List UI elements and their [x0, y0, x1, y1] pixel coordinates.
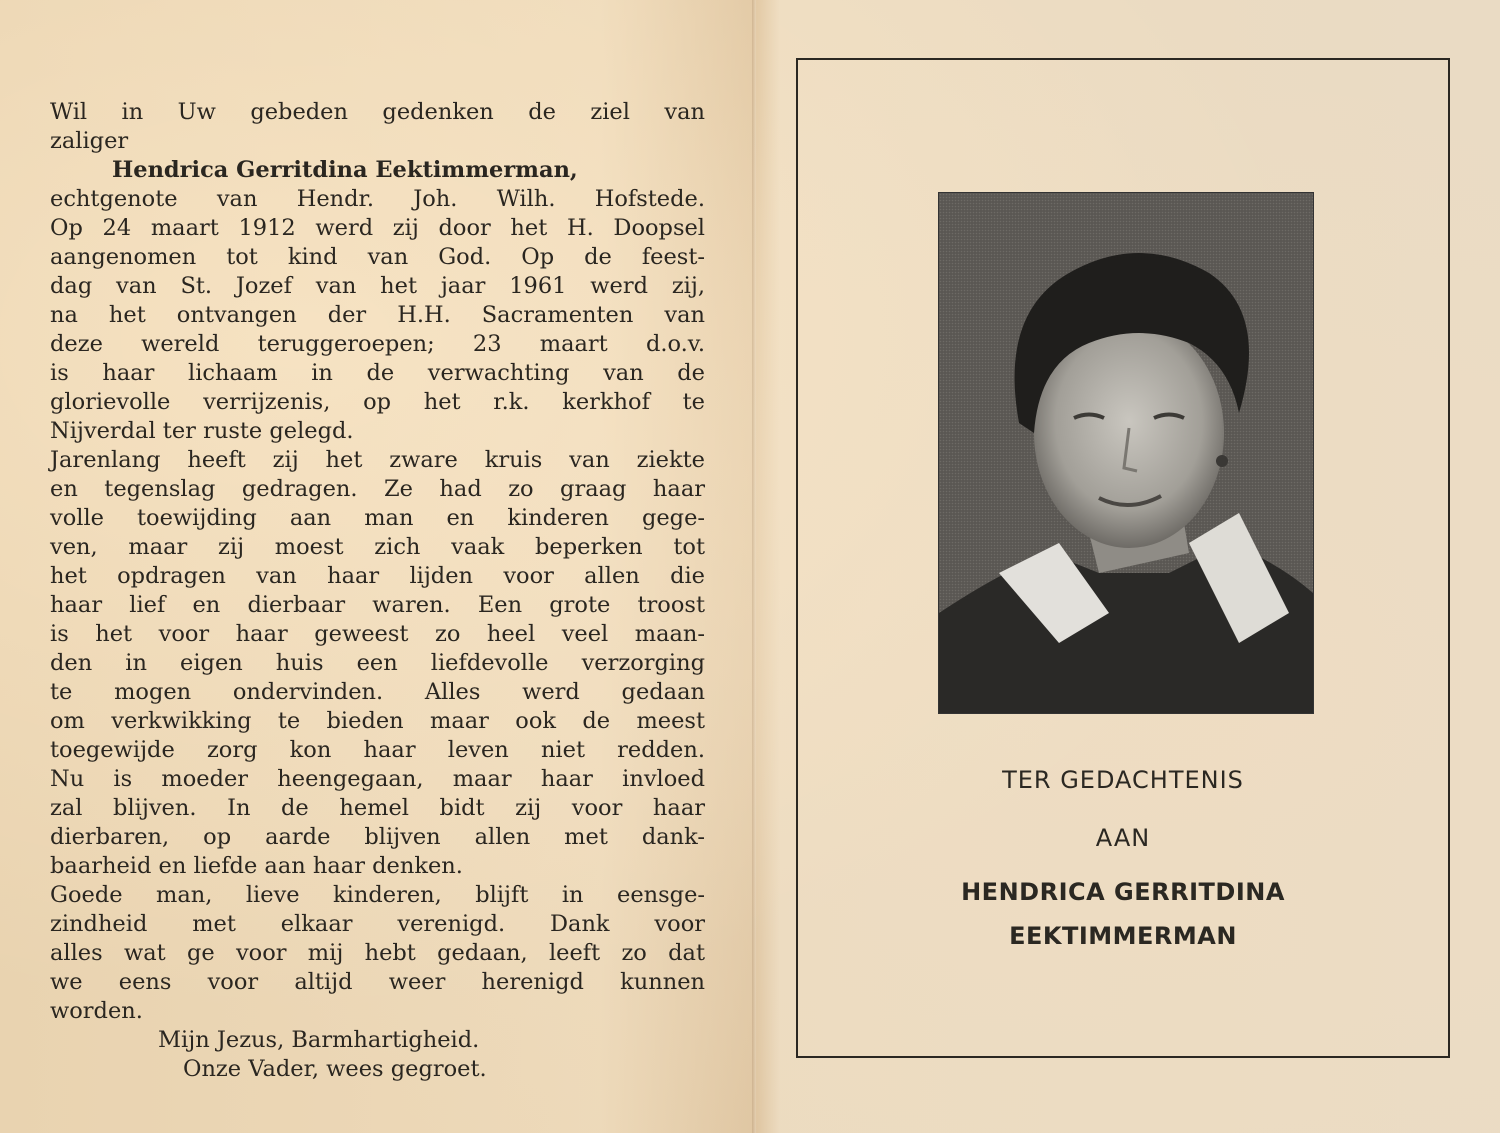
text-line: na het ontvangen der H.H. Sacramenten van: [50, 302, 705, 328]
text-line: dag van St. Jozef van het jaar 1961 werd zij,: [50, 273, 705, 299]
obituary-text: [50, 98, 705, 1084]
text-line: echtgenote van Hendr. Joh. Wilh. Hofstede.: [50, 186, 705, 212]
portrait-image: [939, 193, 1313, 713]
memorial-name-last: EEKTIMMERMAN: [1009, 922, 1237, 950]
text-line: zindheid met elkaar verenigd. Dank voor: [50, 911, 705, 937]
text-line: zal blijven. In de hemel bidt zij voor haar: [50, 795, 705, 821]
text-line: Jarenlang heeft zij het zware kruis van ziekte: [50, 447, 705, 473]
text-line: toegewijde zorg kon haar leven niet redden.: [50, 737, 705, 763]
deceased-name: Hendrica Gerritdina Eektimmerman,: [112, 157, 578, 183]
text-line: alles wat ge voor mij hebt gedaan, leeft zo dat: [50, 940, 705, 966]
text-line: glorievolle verrijzenis, op het r.k. kerkhof te: [50, 389, 705, 415]
card-fold: [752, 0, 756, 1133]
memorial-frame: [796, 58, 1450, 1058]
text-line: Nijverdal ter ruste gelegd.: [50, 418, 354, 444]
prayer-line: Onze Vader, wees gegroet.: [183, 1056, 487, 1082]
text-line: deze wereld teruggeroepen; 23 maart d.o.v.: [50, 331, 705, 357]
memorial-heading: TER GEDACHTENIS: [1002, 766, 1244, 794]
text-line: we eens voor altijd weer herenigd kunnen: [50, 969, 705, 995]
text-line: Goede man, lieve kinderen, blijft in eensge-: [50, 882, 705, 908]
text-line: is het voor haar geweest zo heel veel maan-: [50, 621, 705, 647]
text-line: te mogen ondervinden. Alles werd gedaan: [50, 679, 705, 705]
portrait-photo: [938, 192, 1314, 714]
text-line: baarheid en liefde aan haar denken.: [50, 853, 463, 879]
text-line: het opdragen van haar lijden voor allen die: [50, 563, 705, 589]
text-line: om verkwikking te bieden maar ook de meest: [50, 708, 705, 734]
text-line: haar lief en dierbaar waren. Een grote troost: [50, 592, 705, 618]
text-line: worden.: [50, 998, 143, 1024]
text-line: ven, maar zij moest zich vaak beperken tot: [50, 534, 705, 560]
text-line: Op 24 maart 1912 werd zij door het H. Doopsel: [50, 215, 705, 241]
text-line: is haar lichaam in de verwachting van de: [50, 360, 705, 386]
prayer-line: Mijn Jezus, Barmhartigheid.: [158, 1027, 480, 1053]
text-line: dierbaren, op aarde blijven allen met dank-: [50, 824, 705, 850]
text-line: den in eigen huis een liefdevolle verzorging: [50, 650, 705, 676]
text-line: aangenomen tot kind van God. Op de feest-: [50, 244, 705, 270]
text-line: Wil in Uw gebeden gedenken de ziel van: [50, 99, 705, 125]
memorial-aan: AAN: [1095, 824, 1151, 852]
memorial-name-first: HENDRICA GERRITDINA: [961, 878, 1285, 906]
text-line: volle toewijding aan man en kinderen gege-: [50, 505, 705, 531]
text-line: zaliger: [50, 128, 129, 154]
text-line: en tegenslag gedragen. Ze had zo graag haar: [50, 476, 705, 502]
text-line: Nu is moeder heengegaan, maar haar invloed: [50, 766, 705, 792]
